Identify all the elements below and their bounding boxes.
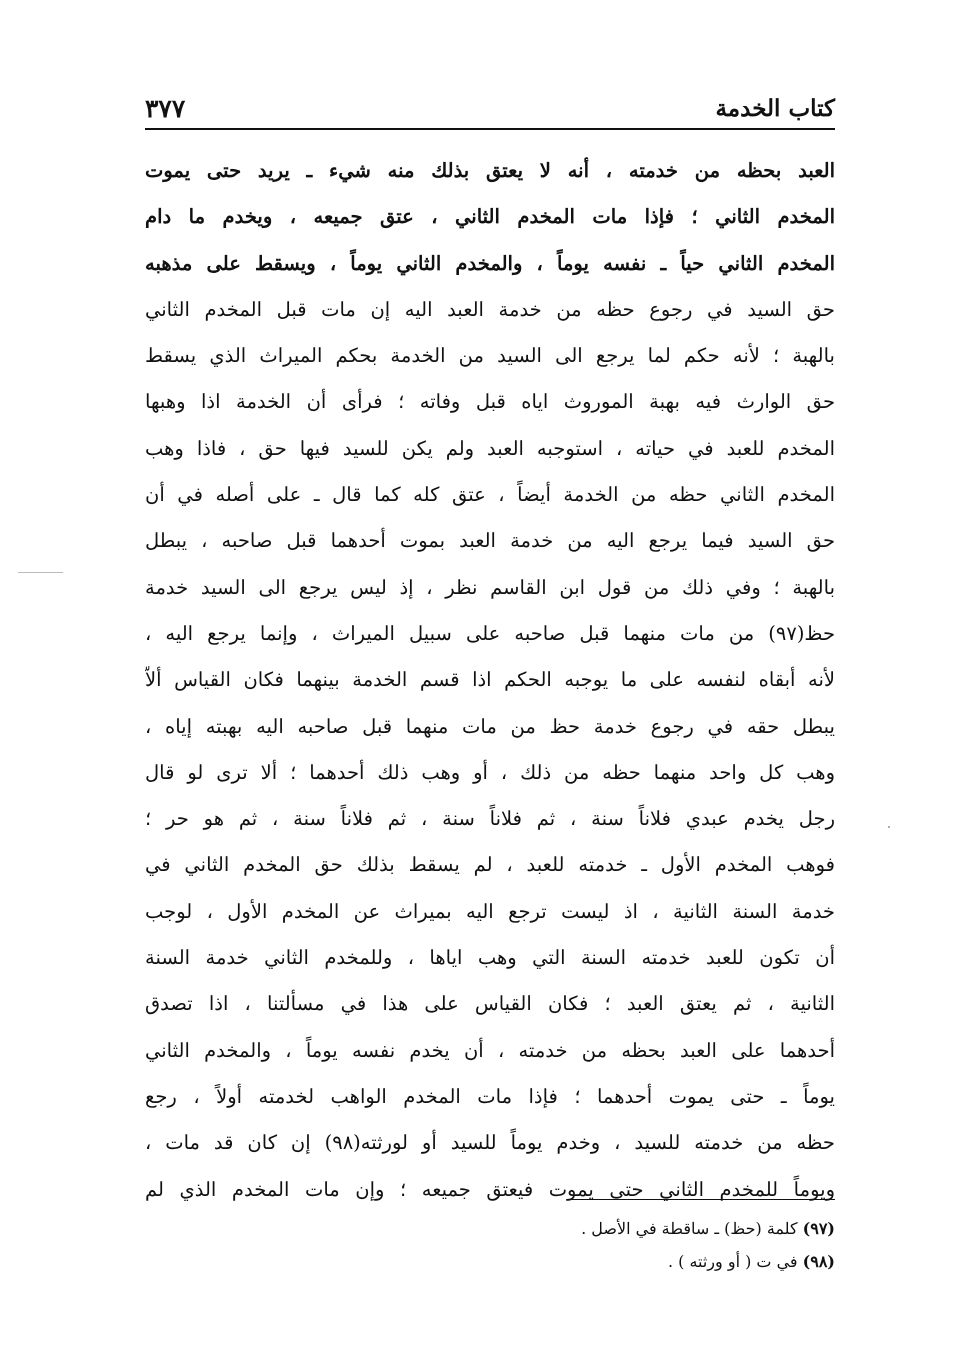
text-line: حق السيد في رجوع حظه من خدمة العبد اليه إن مات قبل المخدم الثاني — [145, 297, 835, 321]
text-line: يبطل حقه في رجوع خدمة حظ من مات منهما قبل صاحبه اليه بهبته إياه ، — [145, 714, 835, 738]
footnote-rule — [570, 1199, 835, 1200]
footnote-number: (٩٧) — [802, 1219, 835, 1238]
scan-mark — [18, 572, 63, 573]
text-line: لأنه أبقاه لنفسه على ما يوجبه الحكم اذا قسم الخدمة بينهما فكان القياس ألاّ — [145, 668, 835, 692]
text-line: يوماً ـ حتى يموت أحدهما ؛ فإذا مات المخدم الواهب لخدمته أولاً ، رجع — [145, 1084, 835, 1108]
text-line: أن تكون للعبد خدمته السنة التي وهب اياها ، وللمخدم الثاني خدمة السنة — [145, 946, 835, 970]
text-line: حظه من خدمته للسيد ، وخدم يوماً للسيد أو لورثته(٩٨) إن كان قد مات ، — [145, 1131, 835, 1155]
header-rule — [145, 128, 835, 130]
footnote-text: في ت ( أو ورثته ) . — [667, 1252, 798, 1271]
text-line: المخدم الثاني حظه من الخدمة أيضاً ، عتق كله كما قال ـ على أصله في أن — [145, 483, 835, 507]
text-line: رجل يخدم عبدي فلاناً سنة ، ثم فلاناً سنة ، ثم فلاناً سنة ، ثم هو حر ؛ — [145, 807, 835, 831]
body-text — [145, 148, 835, 1213]
footnote-number: (٩٨) — [802, 1252, 835, 1271]
text-line: بالهبة ؛ لأنه حكم لما يرجع الى السيد من الخدمة بحكم الميراث الذي يسقط — [145, 344, 835, 368]
text-line: بالهبة ؛ وفي ذلك من قول ابن القاسم نظر ، إذ ليس يرجع الى السيد خدمة — [145, 575, 835, 599]
text-line: العبد بحظه من خدمته ، أنه لا يعتق بذلك منه شيء ـ يريد حتى يموت — [145, 159, 835, 182]
text-line: الثانية ، ثم يعتق العبد ؛ فكان القياس على هذا في مسألتنا ، اذا تصدق — [145, 992, 835, 1016]
page-number: ٣٧٧ — [145, 93, 186, 123]
footnote-text: كلمة (حظ) ـ ساقطة في الأصل . — [581, 1219, 798, 1238]
text-line: المخدم الثاني حياً ـ نفسه يوماً ، والمخدم الثاني يوماً ، ويسقط على مذهبه — [145, 251, 835, 275]
scan-mark — [888, 826, 890, 828]
footnotes — [300, 1212, 835, 1278]
text-line: خدمة السنة الثانية ، اذ ليست ترجع اليه بميراث عن المخدم الأول ، لوجب — [145, 899, 835, 923]
page-header — [145, 88, 835, 128]
text-line: المخدم الثاني ؛ فإذا مات المخدم الثاني ، عتق جميعه ، ويخدم ما دام — [145, 205, 835, 229]
text-line: أحدهما على العبد بحظه من خدمته ، أن يخدم نفسه يوماً ، والمخدم الثاني — [145, 1038, 835, 1062]
text-line: فوهب المخدم الأول ـ خدمته للعبد ، لم يسقط بذلك حق المخدم الثاني في — [145, 853, 835, 877]
text-line: ويوماً للمخدم الثاني حتى يموت فيعتق جميعه ؛ وإن مات المخدم الذي لم — [145, 1177, 835, 1201]
book-title: كتاب الخدمة — [715, 94, 835, 122]
text-line: حق السيد فيما يرجع اليه من خدمة العبد بموت أحدهما قبل صاحبه ، يبطل — [145, 529, 835, 553]
text-line: حظ(٩٧) من مات منهما قبل صاحبه على سبيل الميراث ، وإنما يرجع اليه ، — [145, 621, 835, 645]
text-line: حق الوارث فيه بهبة الموروث اياه قبل وفاته ؛ فرأى أن الخدمة اذا وهبها — [145, 390, 835, 414]
text-line: المخدم للعبد في حياته ، استوجبه العبد ولم يكن للسيد فيها حق ، فاذا وهب — [145, 436, 835, 460]
text-line: وهب كل واحد منهما حظه من ذلك ، أو وهب ذلك أحدهما ؛ ألا ترى لو قال — [145, 760, 835, 784]
footnote-item — [300, 1212, 835, 1245]
footnote-item — [300, 1245, 835, 1278]
